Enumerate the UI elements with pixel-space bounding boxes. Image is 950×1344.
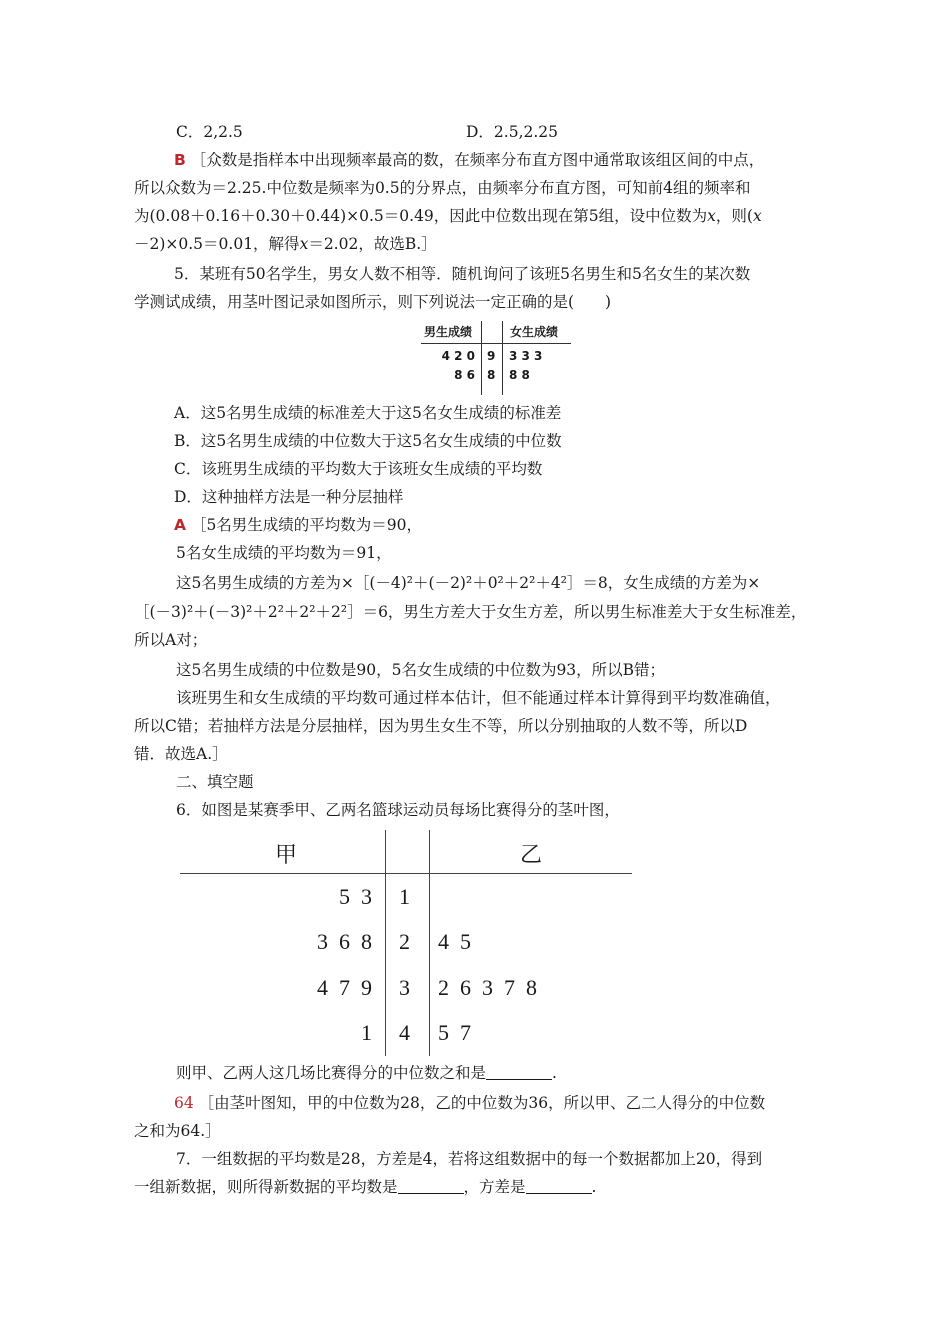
q6-row1-stem: 1 xyxy=(399,884,410,909)
q5-stem-leaf-table xyxy=(421,321,571,395)
q4-explanation-line2: 所以众数为＝2.25.中位数是频率为0.5的分界点，由频率分布直方图，可知前4组的频率和 xyxy=(134,179,751,197)
q5-explanation-line3: 这5名男生成绩的方差为×［(－4)²＋(－2)²＋0²＋2²＋4²］＝8，女生成绩的方差为× xyxy=(176,574,761,592)
q7-variance-blank[interactable] xyxy=(526,1179,592,1194)
q4-explanation-line3: 为(0.08＋0.16＋0.30＋0.44)×0.5＝0.49，因此中位数出现在第5组，设中位数为x，则(x xyxy=(134,207,762,225)
q5-explanation-line9: 错．故选A.］ xyxy=(134,745,228,763)
q6-row3-stem: 3 xyxy=(399,975,410,1000)
q5-row1-right: 3 3 3 xyxy=(509,349,543,363)
q6-explanation-line2: 之和为64.］ xyxy=(134,1122,221,1140)
q6-row2-right: 4 5 xyxy=(438,929,471,954)
q6-row1-left: 5 3 xyxy=(339,884,372,909)
q5-option-a: A．这5名男生成绩的标准差大于这5名女生成绩的标准差 xyxy=(174,404,562,422)
q4-option-d: D．2.5,2.25 xyxy=(466,123,559,141)
q7-stem-line2: 一组新数据，则所得新数据的平均数是 ，方差是 . xyxy=(134,1178,597,1196)
q5-explanation-line5: 所以A对； xyxy=(134,631,208,649)
q5-option-b: B．这5名男生成绩的中位数大于这5名女生成绩的中位数 xyxy=(174,432,562,450)
q5-row1-left: 4 2 0 xyxy=(441,349,475,363)
q6-row4-stem: 4 xyxy=(399,1020,410,1045)
q6-row4-left: 1 xyxy=(361,1020,372,1045)
q6-answer-blank[interactable] xyxy=(486,1065,552,1080)
q7-mean-blank[interactable] xyxy=(398,1179,464,1194)
q4-option-c: C．2,2.5 xyxy=(176,123,243,141)
q5-explanation-line6: 这5名男生成绩的中位数是90，5名女生成绩的中位数为93，所以B错； xyxy=(176,661,666,679)
q5-stem-line1: 5．某班有50名学生，男女人数不相等．随机询问了该班5名男生和5名女生的某次数 xyxy=(174,265,751,283)
q7-stem-line1: 7．一组数据的平均数是28，方差是4，若将这组数据中的每一个数据都加上20，得到 xyxy=(176,1150,763,1168)
q5-right-header: 女生成绩 xyxy=(510,325,559,339)
q5-row1-stem: 9 xyxy=(487,349,496,363)
q5-row2-stem: 8 xyxy=(487,368,496,382)
q5-explanation-line2: 5名女生成绩的平均数为＝91， xyxy=(176,544,392,562)
q6-question: 则甲、乙两人这几场比赛得分的中位数之和是 . xyxy=(176,1064,557,1082)
q5-table-hline xyxy=(421,343,571,344)
q6-row3-left: 4 7 9 xyxy=(317,975,372,1000)
q6-stem: 6．如图是某赛季甲、乙两名篮球运动员每场比赛得分的茎叶图， xyxy=(176,801,620,819)
q6-explanation-line1: 64 ［由茎叶图知，甲的中位数为28，乙的中位数为36，所以甲、乙二人得分的中位数 xyxy=(174,1094,766,1112)
q6-answer: 64 xyxy=(174,1094,194,1112)
q6-table-vline-left xyxy=(385,830,386,1056)
q6-stem-leaf-table xyxy=(180,830,632,1060)
q4-answer: B xyxy=(174,151,186,169)
q6-row3-right: 2 6 3 7 8 xyxy=(438,975,537,1000)
q5-answer: A xyxy=(174,516,186,534)
q5-option-d: D．这种抽样方法是一种分层抽样 xyxy=(174,488,404,506)
q4-explanation-line1: B ［众数是指样本中出现频率最高的数，在频率分布直方图中通常取该组区间的中点， xyxy=(174,151,765,169)
q6-right-header: 乙 xyxy=(520,842,543,867)
q6-table-vline-right xyxy=(429,830,430,1056)
q5-table-vline-left xyxy=(481,321,482,395)
q5-left-header: 男生成绩 xyxy=(424,325,473,339)
q5-table-vline-right xyxy=(502,321,503,395)
q5-explanation-line1: A ［5名男生成绩的平均数为＝90， xyxy=(174,516,423,534)
section-heading: 二、填空题 xyxy=(176,773,254,791)
q5-explanation-line7: 该班男生和女生成绩的平均数可通过样本估计，但不能通过样本计算得到平均数准确值， xyxy=(176,689,781,707)
q6-row2-left: 3 6 8 xyxy=(317,929,372,954)
q5-explanation-line8: 所以C错；若抽样方法是分层抽样，因为男生女生不等，所以分别抽取的人数不等，所以D xyxy=(134,717,748,735)
q5-explanation-line4: ［(－3)²＋(－3)²＋2²＋2²＋2²］＝6，男生方差大于女生方差，所以男生标准差大于女生标准差， xyxy=(134,603,807,621)
q6-left-header: 甲 xyxy=(275,842,298,867)
q5-stem-line2: 学测试成绩，用茎叶图记录如图所示，则下列说法一定正确的是( ) xyxy=(134,293,612,311)
q6-table-hline xyxy=(180,873,632,874)
q6-row2-stem: 2 xyxy=(399,929,410,954)
q5-row2-right: 8 8 xyxy=(509,368,530,382)
q5-row2-left: 8 6 xyxy=(454,368,475,382)
q6-row4-right: 5 7 xyxy=(438,1020,471,1045)
q4-explanation-line4: －2)×0.5＝0.01，解得x＝2.02，故选B.］ xyxy=(134,235,437,253)
q5-option-c: C．该班男生成绩的平均数大于该班女生成绩的平均数 xyxy=(174,460,543,478)
